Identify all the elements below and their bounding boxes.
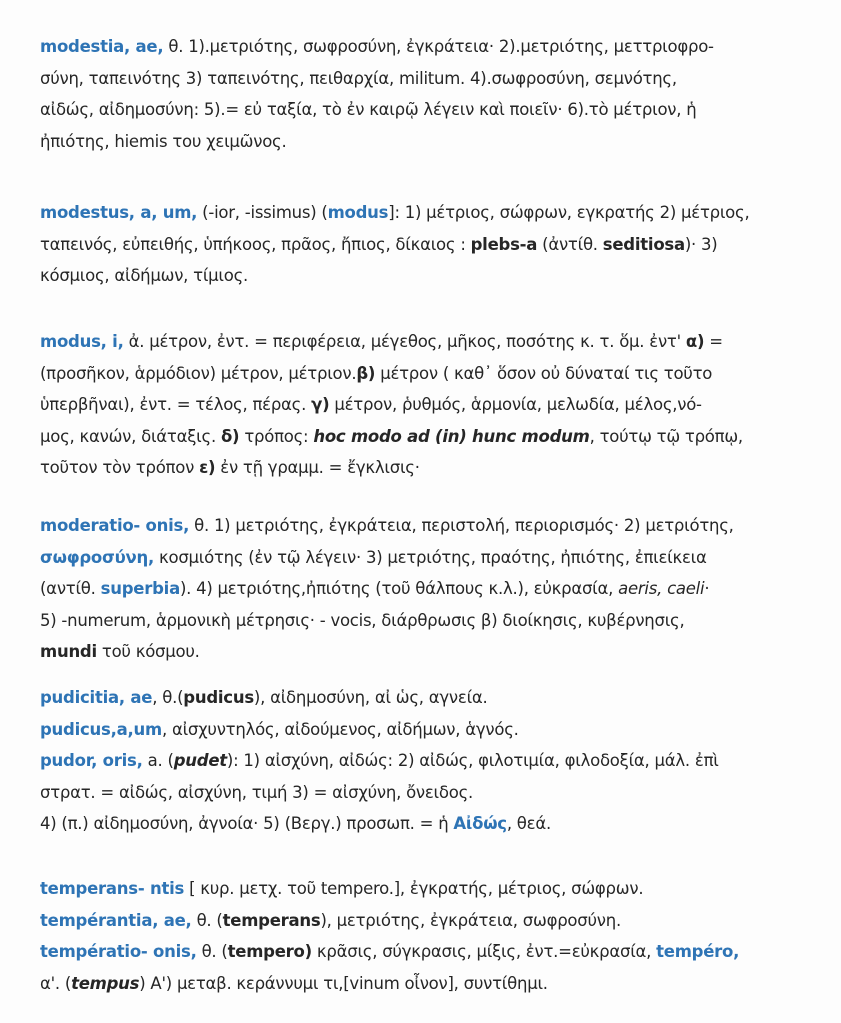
entry-text: ἀ. μέτρον, ἐντ. = περιφέρεια, μέγεθος, μῆκος, ποσότης κ. τ. ὅμ. ἐντ' (123, 332, 686, 351)
entry-text: τρόπος: (239, 426, 314, 446)
entry-line (40, 777, 820, 809)
bold-term: pudicus (183, 688, 254, 707)
entry-text: , θεά. (506, 814, 551, 833)
entry-line (40, 389, 820, 421)
highlighted-term: pudicus,a,um (40, 719, 162, 739)
entry-text: ἠπιότης, hiemis του χειμῶνος. (40, 131, 287, 151)
entry-line (40, 126, 820, 158)
dictionary-entry-modestia (40, 31, 820, 157)
highlighted-term: pudor, oris, (40, 751, 143, 770)
latin-phrase: tempus (71, 973, 140, 993)
entry-text: α'. ( (40, 973, 72, 993)
entry-text: ἐν τῇ γραμμ. = ἔγκλισις· (215, 458, 420, 477)
headword: modus, i, (40, 332, 124, 351)
entry-text: (ἀντίθ. (537, 234, 603, 254)
entry-line (40, 31, 820, 63)
entry-text: · (704, 579, 710, 598)
entry-text: ) Α') μεταβ. κεράννυμι τι,[vinum οἶνον], συντίθημι. (139, 973, 548, 993)
entry-line (40, 745, 820, 777)
entry-line (40, 197, 820, 229)
entry-text: , τούτῳ τῷ τρόπῳ, (589, 426, 743, 446)
entry-text: , αἰσχυντηλός, αἰδούμενος, αἰδήμων, ἁγνός. (161, 719, 519, 739)
entry-text: στρατ. = αἰδώς, αἰσχύνη, τιμή 3) = αἰσχύνη, ὄνειδος. (40, 782, 473, 802)
entry-text: τοῦ κόσμου. (96, 642, 200, 661)
entry-line (40, 260, 820, 292)
entry-line (40, 905, 820, 937)
highlighted-term: températio- onis, (40, 942, 197, 961)
bold-term: seditiosa (602, 234, 685, 254)
entry-line (40, 714, 820, 746)
highlighted-term: Αἰδώς (453, 814, 507, 833)
bold-term: plebs-a (470, 234, 538, 254)
latin-phrase: pudet (173, 751, 227, 770)
entry-line (40, 542, 820, 574)
bold-term: γ) (311, 395, 330, 414)
entry-text: = (704, 332, 723, 351)
bold-term: α) (685, 332, 705, 351)
entry-line (40, 682, 820, 714)
entry-text: (-ior, -issimus) ( (197, 203, 328, 222)
entry-text: μέτρον ( καθ᾽ ὅσον οὐ δύναταί τις τοῦτο (375, 363, 713, 383)
entry-line (40, 510, 820, 542)
entry-text: ), αἰδημοσύνη, αἰ ὡς, αγνεία. (253, 688, 488, 707)
dictionary-entry-modus (40, 326, 820, 484)
entry-text: )· 3) (684, 234, 718, 254)
bold-term: δ) (220, 426, 240, 446)
entry-line (40, 808, 820, 840)
entry-text: , θ.( (152, 688, 184, 707)
entry-text: ): 1) αἰσχύνη, αἰδώς: 2) αἰδώς, φιλοτιμία, φιλοδοξία, μάλ. ἐπὶ (226, 751, 719, 770)
latin-phrase: hoc modo ad (in) hunc modum (313, 426, 590, 446)
entry-text: θ. 1) μετριότης, ἐγκράτεια, περιστολή, περιορισμός· 2) μετριότης, (189, 516, 734, 535)
cross-reference: modus (327, 203, 389, 222)
entry-text: κρᾶσις, σύγκρασις, μίξις, ἐντ.=εὐκρασία, (311, 942, 657, 961)
entry-text: σύνη, ταπεινότης 3) ταπεινότης, πειθαρχία, militum. 4).σωφροσύνη, σεμνότης, (40, 68, 677, 88)
entry-text: θ. ( (196, 942, 228, 961)
entry-text: μέτρον, ῥυθμός, ἁρμονία, μελωδία, μέλος,νό- (329, 395, 702, 414)
entry-line (40, 63, 820, 95)
headword: moderatio- onis, (40, 516, 190, 535)
entry-text: ]: 1) μέτριος, σώφρων, εγκρατής 2) μέτριος, (388, 203, 750, 222)
entry-text: ), μετριότης, ἐγκράτεια, σωφροσύνη. (320, 910, 621, 930)
entry-text: ). 4) μετριότης,ἠπιότης (τοῦ θάλπους κ.λ.), εὐκρασία, (179, 579, 619, 598)
highlighted-term: tempéro, (656, 942, 740, 961)
entry-line (40, 873, 820, 905)
entry-line (40, 936, 820, 968)
bold-term: β) (356, 363, 376, 383)
entry-text: κόσμιος, αἰδήμων, τίμιος. (40, 266, 249, 285)
dictionary-entry-moderatio (40, 510, 820, 668)
entry-text: θ. 1).μετριότης, σωφροσύνη, ἐγκράτεια· 2).μετριότης, μεττριοφρο- (163, 37, 714, 56)
headword: modestia, ae, (40, 37, 164, 56)
entry-line (40, 573, 820, 605)
entry-line (40, 968, 820, 1000)
headword: pudicitia, ae (40, 688, 153, 707)
entry-text: κοσμιότης (ἐν τῷ λέγειν· 3) μετριότης, πραότης, ἠπιότης, ἐπιείκεια (154, 547, 707, 567)
entry-line (40, 326, 820, 358)
entry-text: (προσῆκον, ἁρμόδιον) μέτρον, μέτριον. (40, 363, 357, 383)
entry-line (40, 421, 820, 453)
entry-line (40, 358, 820, 390)
entry-text: μος, κανών, διάταξις. (40, 426, 221, 446)
bold-term: ε) (199, 458, 216, 477)
entry-line (40, 229, 820, 261)
entry-line (40, 452, 820, 484)
headword: temperans- ntis (40, 879, 185, 898)
entry-text: a. ( (142, 751, 174, 770)
bold-term: temperans (222, 910, 321, 930)
entry-text: 5) -numerum, ἁρμονικὴ μέτρησις· - vocis, διάρθρωσις β) διοίκησις, κυβέρνησις, (40, 610, 685, 630)
entry-line (40, 94, 820, 126)
dictionary-entry-modestus (40, 197, 820, 292)
entry-text: ταπεινός, εὐπειθής, ὑπήκοος, πρᾶος, ἤπιος, δίκαιος : (40, 234, 471, 254)
bold-term: tempero) (227, 942, 312, 961)
highlighted-term: σωφροσύνη, (40, 547, 154, 567)
dictionary-entry-pudicitia-pudicus-pudor (40, 682, 820, 840)
highlighted-term: tempérantia, ae, (40, 910, 192, 930)
headword: modestus, a, um, (40, 203, 198, 222)
italic-term: aeris, caeli (618, 579, 705, 598)
entry-line (40, 636, 820, 668)
entry-text: [ κυρ. μετχ. τοῦ tempero.], ἐγκρατής, μέτριος, σώφρων. (184, 879, 644, 898)
bold-term: mundi (40, 642, 97, 661)
entry-line (40, 605, 820, 637)
entry-text: ὑπερβῆναι), ἐντ. = τέλος, πέρας. (40, 395, 312, 414)
cross-reference: superbia (100, 579, 180, 598)
entry-text: αἰδώς, αἰδημοσύνη: 5).= εὐ ταξία, τὸ ἐν καιρῷ λέγειν καὶ ποιεῖν· 6).τὸ μέτριον, ἡ (40, 100, 697, 119)
entry-text: (αντίθ. (40, 579, 101, 598)
entry-text: 4) (π.) αἰδημοσύνη, ἀγνοία· 5) (Βεργ.) προσωπ. = ἡ (40, 814, 454, 833)
entry-text: τοῦτον τὸν τρόπον (40, 458, 200, 477)
dictionary-entry-temperans-temperantia-temperatio (40, 873, 820, 999)
entry-text: θ. ( (191, 910, 223, 930)
